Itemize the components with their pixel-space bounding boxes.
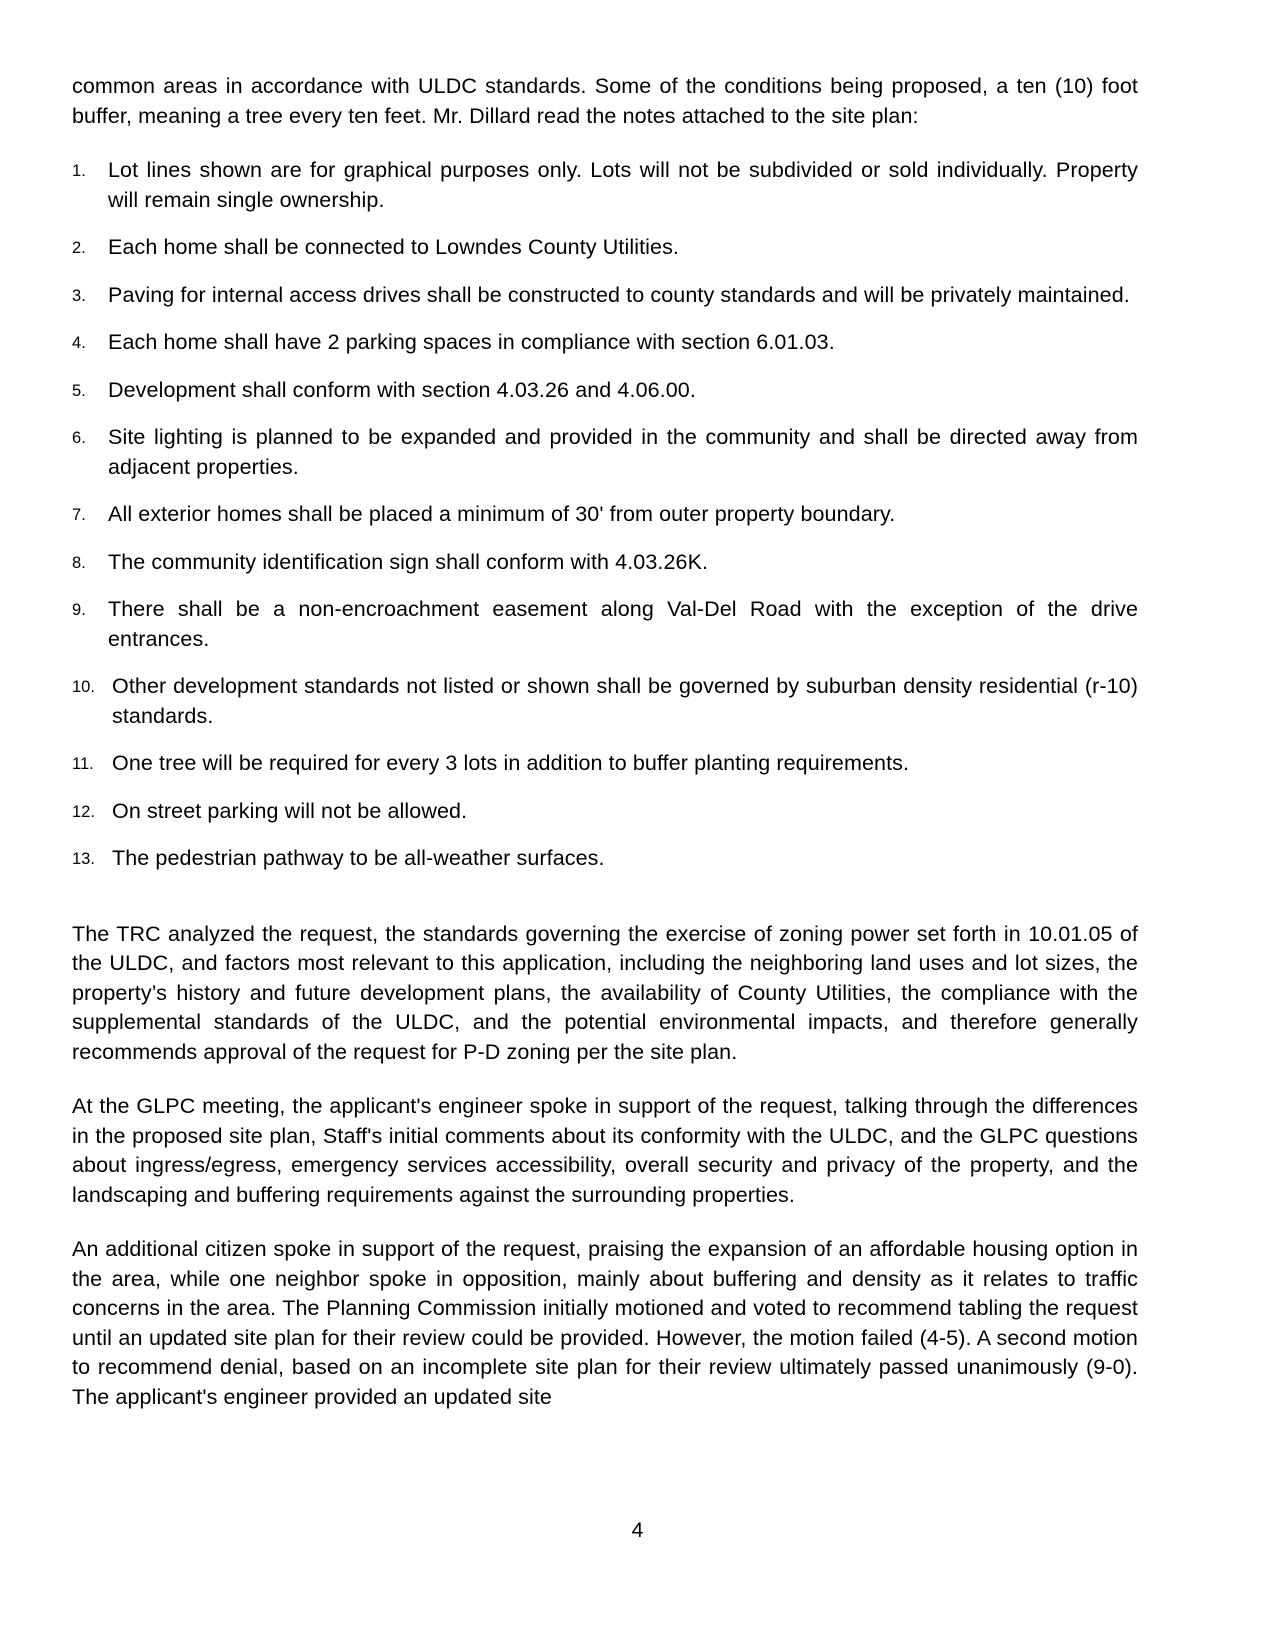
list-item (72, 797, 1138, 827)
list-item-text: One tree will be required for every 3 lots in addition to buffer planting requirements. (112, 751, 910, 775)
list-item (72, 548, 1138, 578)
list-item-text: Development shall conform with section 4.03.26 and 4.06.00. (108, 377, 696, 402)
list-item (72, 844, 1138, 874)
glpc-meeting-paragraph: At the GLPC meeting, the applicant's engineer spoke in support of the request, talking through the differences in the proposed site plan, Staff's initial comments about its conformity with the ULDC, and the GLPC questions about ingress/egress, emergency services accessibility, overall security and privacy of the property, and the landscaping and buffering requirements against the surrounding properties. (72, 1094, 1138, 1207)
list-item (72, 233, 1138, 263)
list-item (72, 749, 1138, 779)
list-item-text: Lot lines shown are for graphical purposes only. Lots will not be subdivided or sold individually. Property will remain single ownership. (108, 158, 1138, 212)
list-item-text: Site lighting is planned to be expanded and provided in the community and shall be directed away from adjacent properties. (108, 425, 1138, 479)
list-item-text: The community identification sign shall conform with 4.03.26K. (108, 549, 709, 574)
list-item-text: The pedestrian pathway to be all-weather surfaces. (112, 846, 605, 870)
list-item (72, 595, 1138, 654)
list-item (72, 672, 1138, 731)
list-item-text: Other development standards not listed or shown shall be governed by suburban density residential (r-10) standards. (112, 674, 1138, 728)
trc-analysis-paragraph: The TRC analyzed the request, the standards governing the exercise of zoning power set forth in 10.01.05 of the ULDC, and factors most relevant to this application, including the neighboring land uses and lot sizes, the property’s history and future development plans, the availability of County Utilities, the compliance with the supplemental standards of the ULDC, and the potential environmental impacts, and therefore generally recommends approval of the request for P-D zoning per the site plan. (72, 921, 1138, 1064)
list-item-text: Each home shall have 2 parking spaces in compliance with section 6.01.03. (108, 330, 835, 354)
list-item (72, 281, 1138, 311)
list-item (72, 156, 1138, 215)
page-content (72, 72, 1138, 1412)
list-item-text: On street parking will not be allowed. (112, 798, 468, 823)
list-item (72, 328, 1138, 358)
citizen-comment-paragraph: An additional citizen spoke in support of the request, praising the expansion of an affordable housing option in the area, while one neighbor spoke in opposition, mainly about buffering and density as it relates to traffic concerns in the area. The Planning Commission initially motioned and voted to recommend tabling the request until an updated site plan for their review could be provided. However, the motion failed (4-5). A second motion to recommend denial, based on an incomplete site plan for their review ultimately passed unanimously (9-0). The applicant's engineer provided an updated site (72, 1237, 1138, 1409)
list-item-text: Each home shall be connected to Lowndes County Utilities. (108, 235, 679, 259)
list-item-text: All exterior homes shall be placed a minimum of 30' from outer property boundary. (108, 502, 896, 526)
page-number: 4 (631, 1519, 644, 1542)
list-item (72, 423, 1138, 482)
list-item (72, 500, 1138, 530)
intro-paragraph: common areas in accordance with ULDC standards. Some of the conditions being proposed, a ten (10) foot buffer, meaning a tree every ten feet. Mr. Dillard read the notes attached to the site plan: (72, 74, 1138, 128)
list-item-text: There shall be a non-encroachment easement along Val-Del Road with the exception of the drive entrances. (108, 597, 1138, 651)
list-item (72, 376, 1138, 406)
list-item-text: Paving for internal access drives shall be constructed to county standards and will be privately maintained. (108, 282, 1130, 307)
site-plan-notes-list (72, 156, 1138, 874)
section-spacer (72, 874, 1138, 920)
